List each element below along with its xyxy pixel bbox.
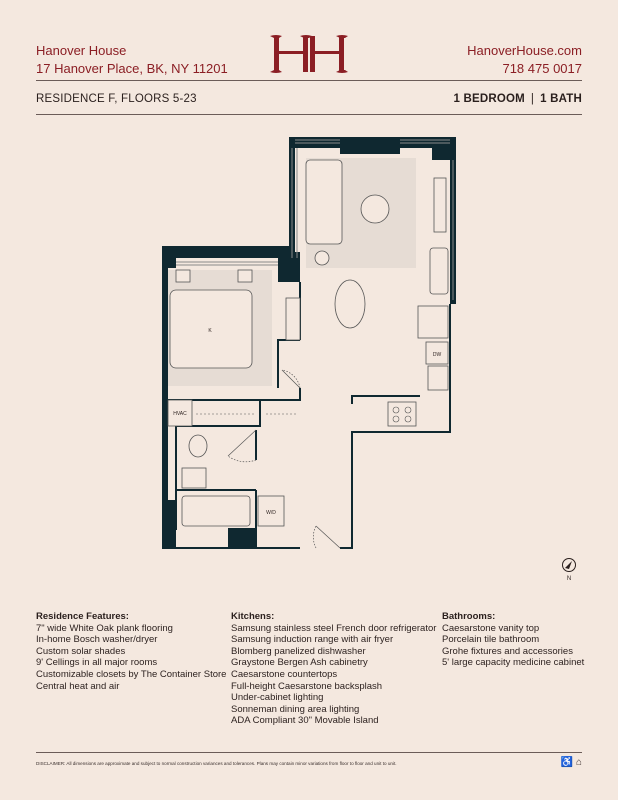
bath-count: 1 BATH — [540, 93, 582, 105]
footer-icons — [561, 757, 582, 768]
sofa — [306, 160, 342, 244]
feature-item: Caesarstone vanity top — [442, 622, 540, 634]
phone-number: 718 475 0017 — [502, 61, 582, 76]
feature-item: Full-height Caesarstone backsplash — [231, 680, 383, 692]
feature-item: 7" wide White Oak plank flooring — [36, 622, 173, 634]
feature-item: Central heat and air — [36, 680, 120, 692]
residence-features-title: Residence Features: — [36, 611, 129, 622]
header-contact-left — [36, 42, 228, 78]
feature-item: Samsung stainless steel French door refrigerator — [231, 622, 437, 634]
toilet — [189, 435, 207, 457]
side-table — [315, 251, 329, 265]
feature-item: ADA Compliant 30" Movable Island — [231, 715, 379, 727]
building-address: 17 Hanover Place, BK, NY 11201 — [36, 61, 228, 76]
hanover-house-logo — [268, 34, 350, 74]
king-bed-label: K — [208, 328, 212, 334]
header-contact-right — [467, 42, 582, 78]
feature-item: Custom solar shades — [36, 645, 126, 657]
bedroom-count: 1 BEDROOM — [453, 93, 525, 105]
residence-title: RESIDENCE F, FLOORS 5-23 — [36, 93, 197, 105]
floor-plan — [150, 128, 470, 558]
disclaimer: DISCLAIMER: All dimensions are approximate and subject to normal construction variances and tolerances. Plans may contain minor variations from floor to floor and unit to unit. — [36, 761, 397, 766]
equal-housing-icon: ⌂ — [575, 757, 582, 768]
wall-block — [340, 140, 400, 154]
wall-block — [432, 148, 450, 160]
feature-item: Caesarstone countertops — [231, 668, 338, 680]
feature-item: Customizable closets by The Container Store — [36, 668, 227, 680]
unit-summary: 1 BEDROOM | 1 BATH — [453, 93, 582, 105]
hvac-label: HVAC — [173, 411, 187, 417]
washer-dryer-label: W/D — [266, 510, 276, 516]
nightstand — [238, 270, 252, 282]
feature-item: Samsung induction range with air fryer — [231, 634, 394, 646]
bathroom-vanity — [182, 468, 206, 488]
refrigerator — [418, 306, 448, 338]
kitchen-features-title: Kitchens: — [231, 611, 275, 622]
north-arrow-icon — [561, 557, 577, 583]
dining-table — [335, 280, 365, 328]
bathtub — [182, 496, 250, 526]
wall-block — [162, 500, 176, 548]
bathroom-features — [442, 611, 584, 669]
feature-item: Grohe fixtures and accessories — [442, 645, 573, 657]
media-console — [434, 178, 446, 232]
dresser — [286, 298, 300, 340]
footer-divider — [36, 752, 582, 753]
kitchen-features — [231, 611, 436, 727]
wall-block — [228, 528, 256, 548]
website-link[interactable]: HanoverHouse.com — [467, 43, 582, 58]
feature-item: Porcelain tile bathroom — [442, 634, 540, 646]
accessibility-icon: ♿ — [560, 757, 574, 768]
feature-item: Graystone Bergen Ash cabinetry — [231, 657, 368, 669]
feature-item: Under-cabinet lighting — [231, 692, 324, 704]
coffee-table — [361, 195, 389, 223]
residence-features — [36, 611, 226, 692]
header-divider — [36, 80, 582, 81]
subheader-divider — [36, 114, 582, 115]
feature-item: 9' Cellings in all major rooms — [36, 657, 158, 669]
induction-range — [388, 402, 416, 426]
kitchen-sink — [428, 366, 448, 390]
feature-item: 5' large capacity medicine cabinet — [442, 657, 585, 669]
feature-item: In-home Bosch washer/dryer — [36, 634, 158, 646]
nightstand — [176, 270, 190, 282]
feature-item: Blomberg panelized dishwasher — [231, 645, 366, 657]
feature-item: Sonneman dining area lighting — [231, 703, 360, 715]
building-name: Hanover House — [36, 43, 127, 58]
dishwasher-label: DW — [432, 352, 442, 358]
north-label: N — [566, 576, 572, 582]
armchair — [430, 248, 448, 294]
bathroom-features-title: Bathrooms: — [442, 611, 496, 622]
